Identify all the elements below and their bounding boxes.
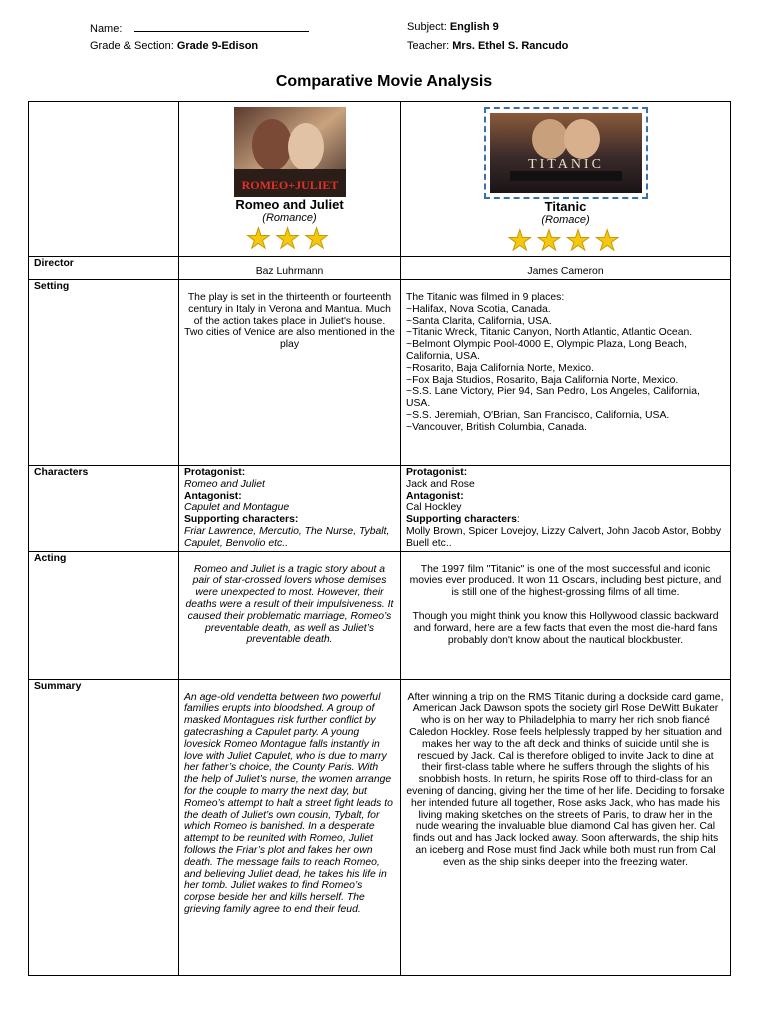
titanic-protagonist-label: Protagonist: — [406, 467, 468, 478]
titanic-acting-p1: The 1997 film "Titanic" is one of the most successful and iconic movies ever produced. It won 11 Oscars, including best picture, and is still one of the highest-grossing films of all time. — [409, 563, 722, 599]
empty-corner-cell — [29, 102, 179, 257]
titanic-antagonist-label: Antagonist: — [406, 490, 464, 502]
director-label: Director — [29, 257, 179, 280]
characters-row — [29, 466, 731, 552]
titanic-setting-place: ~Rosarito, Baja California Norte, Mexico. — [406, 362, 594, 374]
setting-label: Setting — [29, 280, 179, 466]
titanic-setting-place: ~Santa Clarita, California, USA. — [406, 315, 552, 327]
romeo-genre: (Romance) — [262, 212, 317, 224]
titanic-star-rating-icon: ★★★★ — [507, 225, 624, 256]
titanic-protagonist: Jack and Rose — [406, 478, 475, 490]
romeo-protagonist: Romeo and Juliet — [184, 478, 265, 490]
titanic-setting-place: ~Halifax, Nova Scotia, Canada. — [406, 303, 551, 315]
grade-field — [90, 40, 258, 52]
romeo-supporting: Friar Lawrence, Mercutio, The Nurse, Tybalt, Capulet, Benvolio etc.. — [184, 525, 390, 549]
summary-label: Summary — [29, 679, 179, 975]
romeo-juliet-poster-image — [234, 107, 346, 197]
subject-label: Subject: — [407, 21, 447, 33]
titanic-setting-place: ~Belmont Olympic Pool-4000 E, Olympic Plaza, Long Beach, California, USA. — [406, 339, 687, 362]
romeo-header-cell — [179, 102, 401, 257]
titanic-supporting-label: Supporting characters — [406, 514, 517, 526]
titanic-title: Titanic — [544, 199, 587, 214]
titanic-setting-place: ~Titanic Wreck, Titanic Canyon, North Atlantic, Atlantic Ocean. — [406, 327, 693, 339]
romeo-star-rating-icon: ★★★ — [245, 223, 334, 254]
titanic-setting-place: ~Fox Baja Studios, Rosarito, Baja California Norte, Mexico. — [406, 374, 679, 386]
setting-row — [29, 280, 731, 466]
romeo-characters — [179, 466, 401, 552]
titanic-poster-text: TITANIC — [527, 157, 604, 172]
director-row — [29, 257, 731, 280]
romeo-supporting-label: Supporting characters: — [184, 514, 299, 526]
acting-label: Acting — [29, 551, 179, 679]
teacher-field — [407, 40, 568, 52]
romeo-poster-text: ROMEO+JULIET — [241, 178, 338, 192]
summary-row — [29, 679, 731, 975]
movie-header-row — [29, 102, 731, 257]
titanic-antagonist: Cal Hockley — [406, 502, 462, 514]
comparison-table — [28, 101, 731, 976]
titanic-supporting: Molly Brown, Spicer Lovejoy, Lizzy Calvert, John Jacob Astor, Bobby Buell etc.. — [406, 525, 722, 549]
subject-field — [407, 21, 499, 33]
titanic-acting-p2: Though you might think you know this Hollywood classic backward and forward, here are a few facts that even the most die-hard fans probably don't know about the nautical blockbuster. — [412, 610, 719, 646]
titanic-setting-place: ~Vancouver, British Columbia, Canada. — [406, 421, 587, 433]
page-title: Comparative Movie Analysis — [275, 73, 493, 90]
titanic-setting — [401, 280, 731, 466]
romeo-summary: An age-old vendetta between two powerful families erupts into bloodshed. A group of masked Montagues risk further conflict by gatecrashing a Capulet party. A young lovesick Romeo Montague falls instantly in love with Juliet Capulet, who is due to marry her father’s choice, the County Paris. With the help of Juliet’s nurse, the women arrange for the couple to marry the next day, but Romeo’s attempt to halt a street fight leads to the death of Juliet’s own cousin, Tybalt, for which Romeo is banished. In a desperate attempt to be reunited with Romeo, Juliet follows the Friar’s plot and fakes her own death. The message fails to reach Romeo, and believing Juliet dead, he takes his life in her tomb. Juliet wakes to find Romeo’s corpse beside her and kills herself. The grieving family agree to end their feud. — [179, 679, 401, 975]
romeo-setting: The play is set in the thirteenth or fourteenth century in Italy in Verona and Mantua. Much of the action takes place in Juliet's house. Two cities of Venice are also mentioned in the play — [179, 280, 401, 466]
titanic-summary: After winning a trip on the RMS Titanic during a dockside card game, American Jack Dawson spots the society girl Rose DeWitt Bukater who is on her way to Philadelphia to marry her rich snob fiancé Caledon Hockley. Rose feels helplessly trapped by her situation and makes her way to the aft deck and thinks of suicide until she is rescued by Jack. Cal is therefore obliged to invite Jack to dine at their first-class table where he suffers through the slights of his snobbish hosts. In return, he spirits Rose off to third-class for an evening of dancing, giving her the time of her life. Deciding to forsake her intended future all together, Rose asks Jack, who has made his living making sketches on the streets of Paris, to draw her in the nude wearing the invaluable blue diamond Cal has given her. Cal finds out and has Jack locked away. Soon afterwards, the ship hits an iceberg and Rose must find Jack while both must run from Cal even as the ship sinks deeper into the freezing water. — [401, 679, 731, 975]
name-field — [90, 21, 309, 35]
romeo-antagonist: Capulet and Montague — [184, 502, 290, 514]
titanic-header-cell — [401, 102, 731, 257]
titanic-setting-place: ~S.S. Lane Victory, Pier 94, San Pedro, Los Angeles, California, USA. — [406, 386, 700, 410]
teacher-label: Teacher: — [407, 40, 450, 52]
titanic-director: James Cameron — [401, 257, 731, 280]
subject-value: English 9 — [449, 21, 499, 33]
romeo-protagonist-label: Protagonist: — [184, 467, 246, 478]
grade-value: Grade 9-Edison — [176, 40, 259, 52]
acting-row — [29, 551, 731, 679]
name-blank-line[interactable] — [134, 21, 309, 32]
titanic-poster-image — [490, 113, 642, 193]
titanic-supporting-line: Supporting characters: — [406, 514, 520, 526]
titanic-genre: (Romace) — [541, 214, 590, 226]
romeo-antagonist-label: Antagonist: — [184, 490, 242, 502]
titanic-setting-place: ~S.S. Jeremiah, O'Brian, San Francisco, California, USA. — [406, 409, 670, 421]
titanic-characters — [401, 466, 731, 552]
titanic-poster-frame[interactable] — [484, 107, 648, 199]
romeo-director: Baz Luhrmann — [179, 257, 401, 280]
titanic-setting-intro: The Titanic was filmed in 9 places: — [406, 292, 565, 303]
grade-label: Grade & Section: — [90, 40, 174, 52]
characters-label: Characters — [29, 466, 179, 552]
titanic-acting — [401, 551, 731, 679]
romeo-title: Romeo and Juliet — [235, 197, 344, 212]
teacher-value: Mrs. Ethel S. Rancudo — [452, 40, 569, 52]
romeo-acting: Romeo and Juliet is a tragic story about a pair of star-crossed lovers whose demises were unexpected to most. However, their deaths were a result of their impulsiveness. It caused their problematic marriage, Romeo’s preventable death, as well as Juliet’s preventable death. — [179, 551, 401, 679]
name-label: Name: — [90, 23, 123, 35]
